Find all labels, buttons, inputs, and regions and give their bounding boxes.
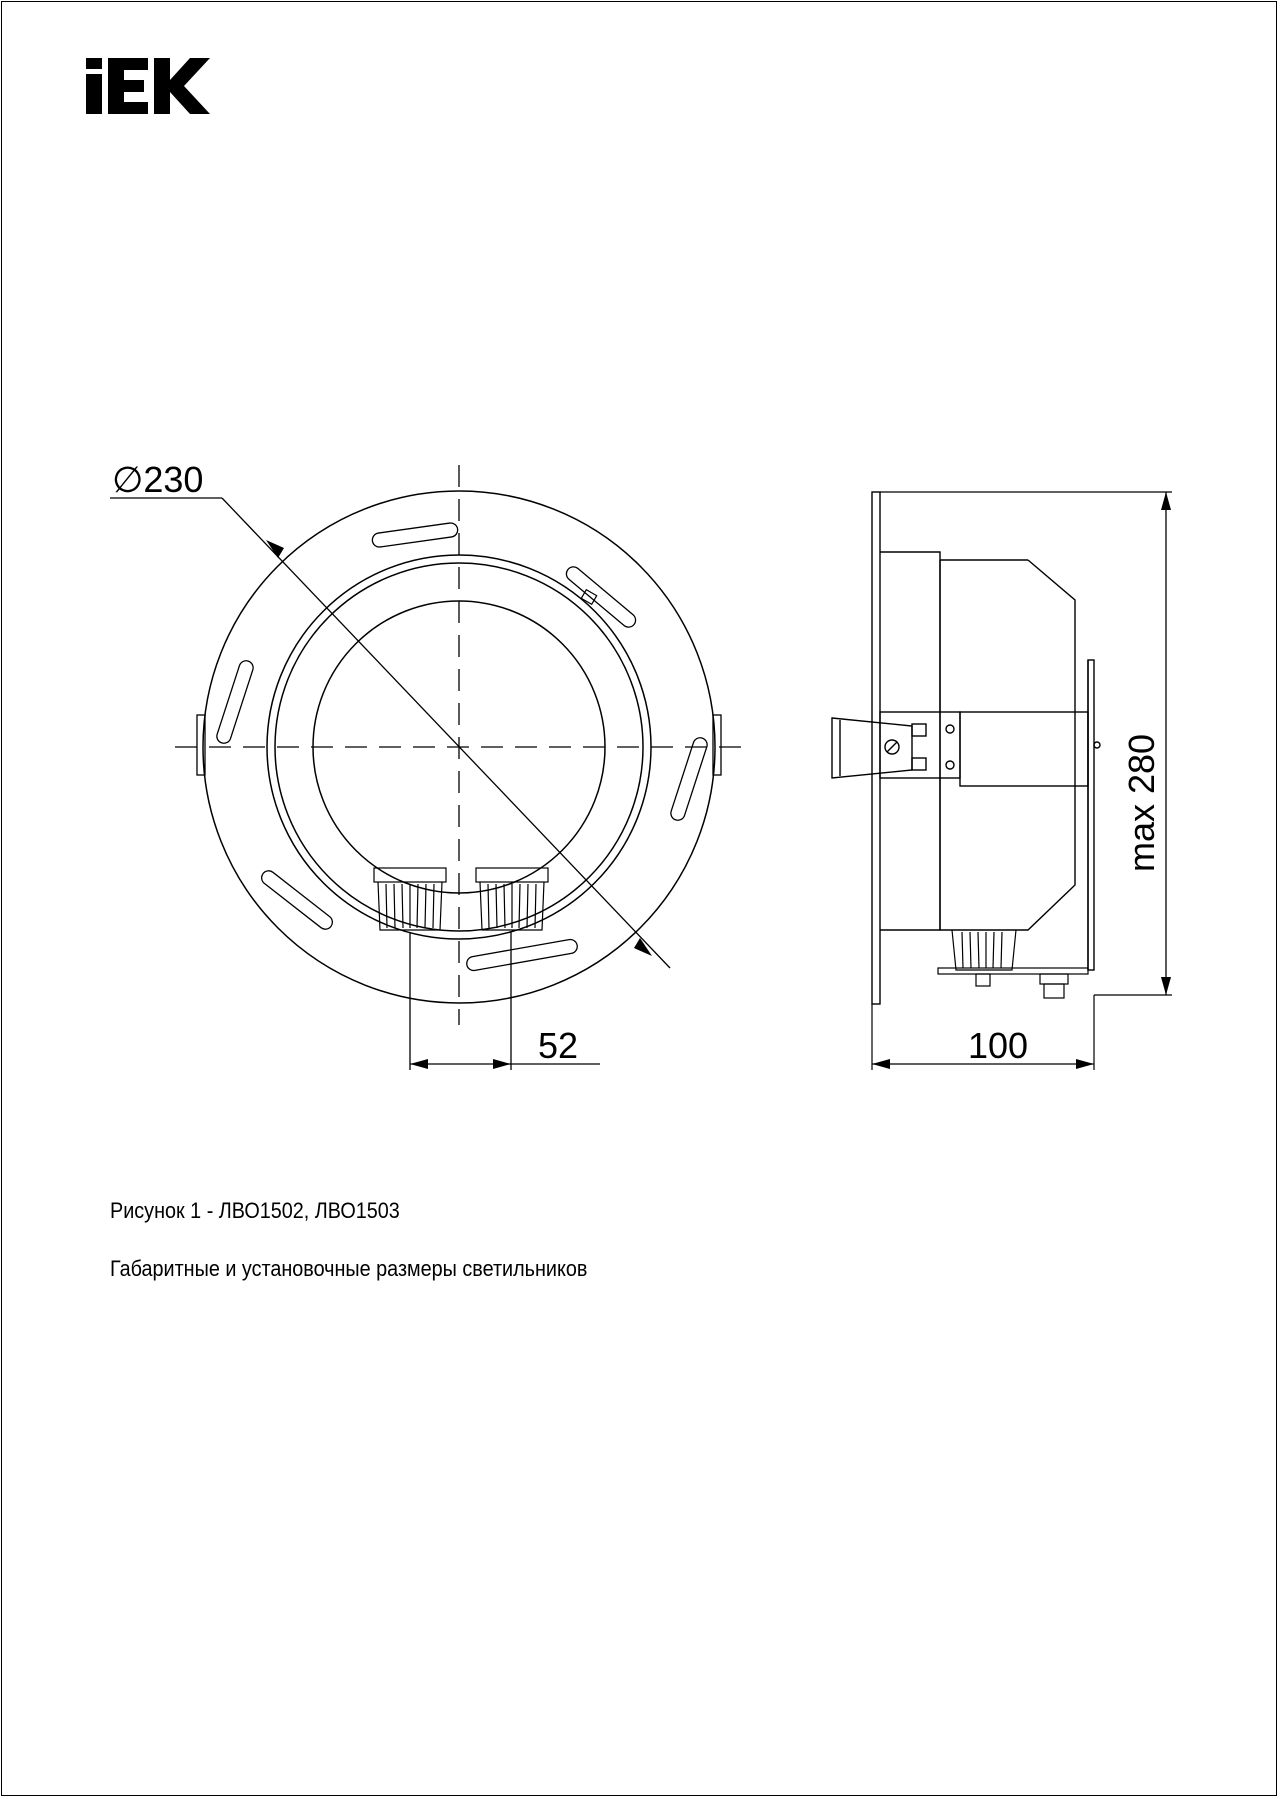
figure-caption: Рисунок 1 - ЛВО1502, ЛВО1503 [110, 1198, 400, 1223]
front-view [110, 465, 745, 1070]
height-label: max 280 [1121, 733, 1162, 872]
diameter-label: ∅230 [112, 459, 204, 500]
spacing-label: 52 [538, 1025, 579, 1066]
cable-gland-right [476, 868, 548, 930]
cable-gland-left [374, 868, 446, 930]
depth-label: 100 [968, 1025, 1029, 1066]
figure-description: Габаритные и установочные размеры светильников [110, 1256, 588, 1281]
